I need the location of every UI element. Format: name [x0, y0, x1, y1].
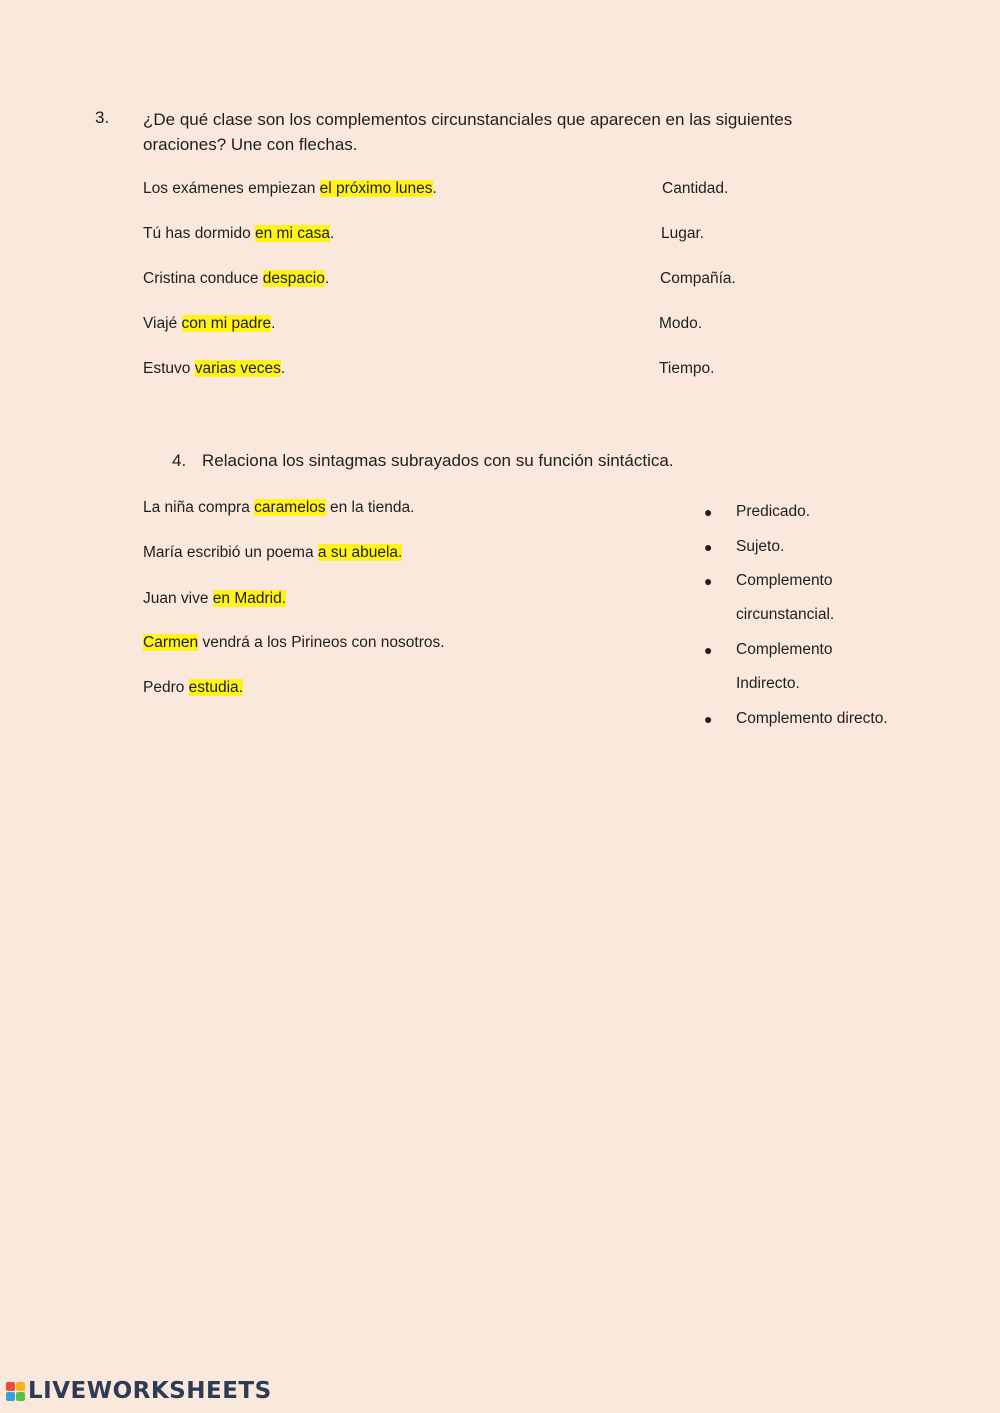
logo-mark-icon — [6, 1382, 25, 1401]
q4-sentence — [143, 634, 445, 652]
sentence-text: Cristina conduce — [143, 270, 263, 287]
q4-option[interactable]: Complemento — [736, 641, 833, 658]
q3-sentence — [143, 315, 275, 333]
question-3-title — [143, 107, 903, 157]
question-3-title-line1: ¿De qué clase son los complementos circunstanciales que aparecen en las siguientes — [143, 110, 793, 129]
highlighted-phrase[interactable]: en Madrid. — [212, 590, 287, 607]
q4-option[interactable]: Complemento — [736, 572, 833, 589]
sentence-text: Estuvo — [143, 360, 195, 377]
q3-option[interactable]: Tiempo. — [659, 360, 715, 377]
highlighted-phrase[interactable]: con mi padre — [181, 315, 272, 332]
highlighted-phrase[interactable]: despacio — [262, 270, 325, 287]
highlighted-phrase[interactable]: Carmen — [143, 634, 199, 651]
logo-square — [6, 1392, 15, 1401]
highlighted-phrase[interactable]: estudia. — [188, 679, 243, 696]
q3-sentence — [143, 360, 285, 378]
logo-square — [16, 1382, 25, 1391]
sentence-text: La niña compra — [143, 499, 255, 516]
q3-sentence — [143, 225, 334, 243]
highlighted-phrase[interactable]: el próximo lunes — [319, 180, 433, 197]
bullet-icon: ● — [704, 642, 713, 658]
q4-option[interactable]: Sujeto. — [736, 538, 785, 555]
sentence-text: vendrá a los Pirineos con nosotros. — [198, 634, 445, 651]
highlighted-phrase[interactable]: a su abuela. — [317, 544, 403, 561]
sentence-text: . — [324, 270, 330, 287]
sentence-text: en la tienda. — [325, 499, 415, 516]
q4-option-continuation[interactable]: circunstancial. — [736, 606, 835, 623]
bullet-icon: ● — [704, 573, 713, 589]
q4-sentence — [143, 544, 402, 562]
q3-option[interactable]: Lugar. — [661, 225, 705, 242]
highlighted-phrase[interactable]: en mi casa — [255, 225, 330, 242]
liveworksheets-logo — [6, 1378, 272, 1404]
question-4-title: Relaciona los sintagmas subrayados con su función sintáctica. — [202, 451, 674, 470]
sentence-text: María escribió un poema — [143, 544, 318, 561]
question-4-number: 4. — [172, 451, 187, 470]
q4-option[interactable]: Complemento directo. — [736, 710, 888, 727]
q4-option[interactable]: Predicado. — [736, 503, 811, 520]
logo-square — [16, 1392, 25, 1401]
q3-option[interactable]: Modo. — [659, 315, 703, 332]
q4-sentence — [143, 499, 414, 517]
sentence-text: . — [280, 360, 286, 377]
bullet-icon: ● — [704, 711, 713, 727]
sentence-text: . — [329, 225, 335, 242]
q4-option-continuation[interactable]: Indirecto. — [736, 675, 800, 692]
sentence-text: Viajé — [143, 315, 182, 332]
sentence-text: Pedro — [143, 679, 189, 696]
highlighted-phrase[interactable]: caramelos — [254, 499, 326, 516]
sentence-text: Tú has dormido — [143, 225, 255, 242]
sentence-text: . — [432, 180, 437, 197]
bullet-icon: ● — [704, 504, 713, 520]
q3-option[interactable]: Cantidad. — [662, 180, 729, 197]
q4-sentence — [143, 590, 286, 608]
q4-sentence — [143, 679, 243, 697]
q3-sentence — [143, 270, 329, 288]
question-3-number: 3. — [95, 108, 110, 127]
sentence-text: . — [271, 315, 276, 332]
q3-sentence — [143, 180, 437, 198]
question-3-title-line2: oraciones? Une con flechas. — [143, 135, 358, 154]
sentence-text: Los exámenes empiezan — [143, 180, 320, 197]
logo-text: LIVEWORKSHEETS — [28, 1378, 272, 1404]
logo-square — [6, 1382, 15, 1391]
sentence-text: Juan vive — [143, 590, 213, 607]
highlighted-phrase[interactable]: varias veces — [194, 360, 281, 377]
bullet-icon: ● — [704, 539, 713, 555]
q3-option[interactable]: Compañía. — [660, 270, 736, 287]
